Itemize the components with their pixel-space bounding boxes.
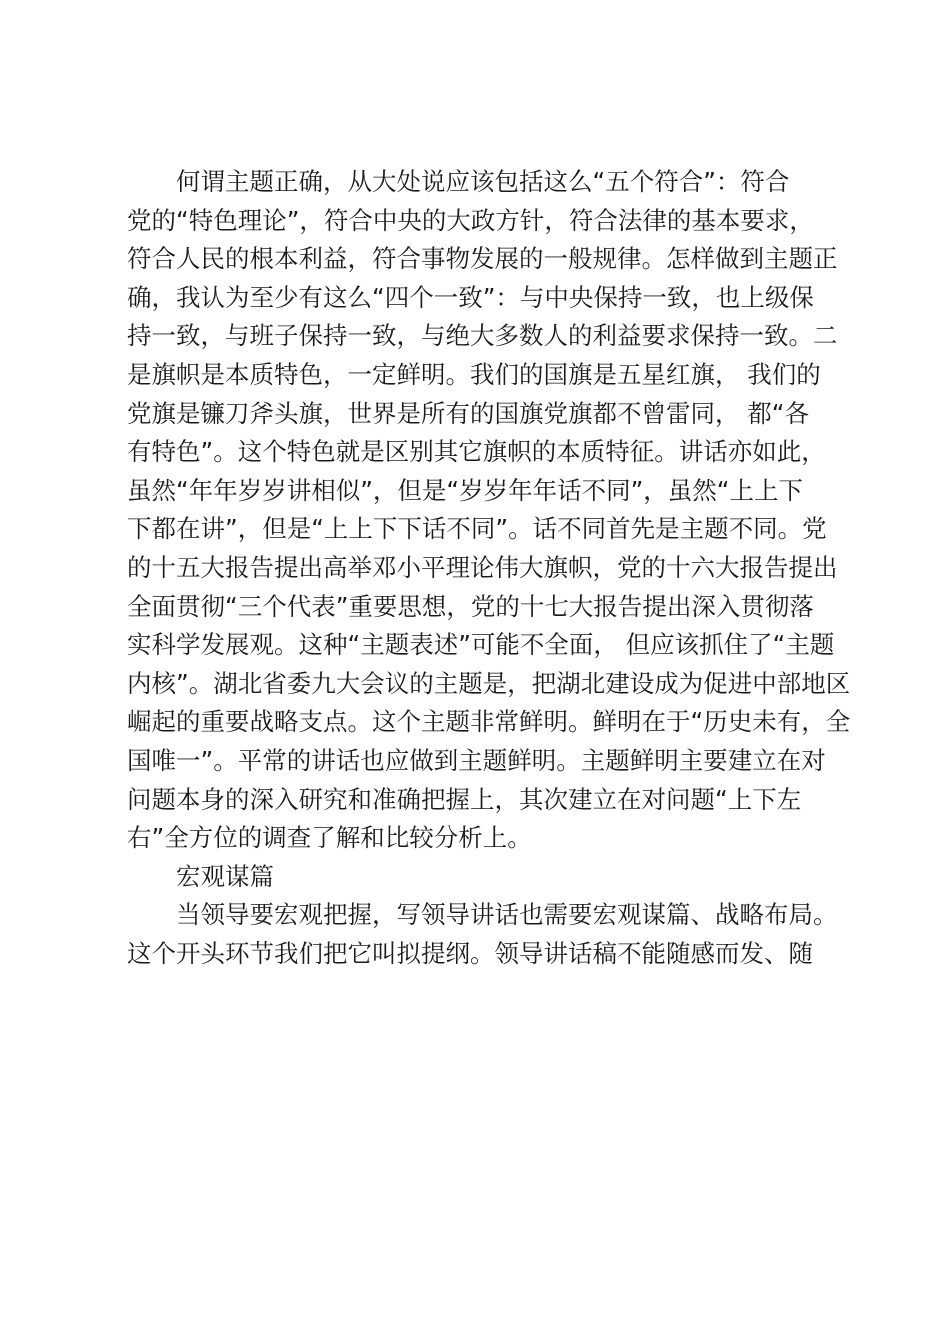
text-line: 全面贯彻“三个代表”重要思想，党的十七大报告提出深入贯彻落 xyxy=(127,591,814,621)
text-line: 虽然“年年岁岁讲相似”，但是“岁岁年年话不同”，虽然“上上下 xyxy=(127,475,803,505)
text-line: 持一致，与班子保持一致，与绝大多数人的利益要求保持一致。二 xyxy=(127,321,838,351)
text-line: 这个开头环节我们把它叫拟提纲。领导讲话稿不能随感而发、随 xyxy=(127,938,813,968)
text-line: 符合人民的根本利益，符合事物发展的一般规律。怎样做到主题正 xyxy=(127,244,838,274)
text-line: 国唯一”。平常的讲话也应做到主题鲜明。主题鲜明主要建立在对 xyxy=(127,745,826,775)
text-line: 是旗帜是本质特色，一定鲜明。我们的国旗是五星红旗， 我们的 xyxy=(127,359,821,389)
text-line: 问题本身的深入研究和准确把握上，其次建立在对问题“上下左 xyxy=(127,784,802,814)
text-line: 党的“特色理论”，符合中央的大政方针，符合法律的基本要求， xyxy=(127,205,814,235)
text-line: 右”全方位的调查了解和比较分析上。 xyxy=(127,823,532,853)
text-line: 的十五大报告提出高举邓小平理论伟大旗帜，党的十六大报告提出 xyxy=(127,552,838,582)
text-line: 崛起的重要战略支点。这个主题非常鲜明。鲜明在于“历史未有，全 xyxy=(127,707,851,737)
text-line: 内核”。湖北省委九大会议的主题是，把湖北建设成为促进中部地区 xyxy=(127,668,851,698)
text-line: 党旗是镰刀斧头旗，世界是所有的国旗党旗都不曾雷同， 都“各 xyxy=(127,398,809,428)
text-line: 下都在讲”，但是“上上下下话不同”。话不同首先是主题不同。党 xyxy=(127,514,827,544)
text-line: 确，我认为至少有这么“四个一致”：与中央保持一致，也上级保 xyxy=(127,282,814,312)
text-line: 何谓主题正确，从大处说应该包括这么“五个符合”：符合 xyxy=(176,167,790,196)
paragraph-2 xyxy=(127,896,840,973)
text-line: 有特色”。这个特色就是区别其它旗帜的本质特征。讲话亦如此， xyxy=(127,437,826,467)
paragraph-1 xyxy=(127,163,851,858)
document-body xyxy=(127,163,851,973)
text-line: 实科学发展观。这种“主题表述”可能不全面， 但应该抓住了“主题 xyxy=(127,630,835,660)
text-line: 当领导要宏观把握，写领导讲话也需要宏观谋篇、战略布局。 xyxy=(176,900,838,930)
section-heading: 宏观谋篇 xyxy=(176,861,274,891)
